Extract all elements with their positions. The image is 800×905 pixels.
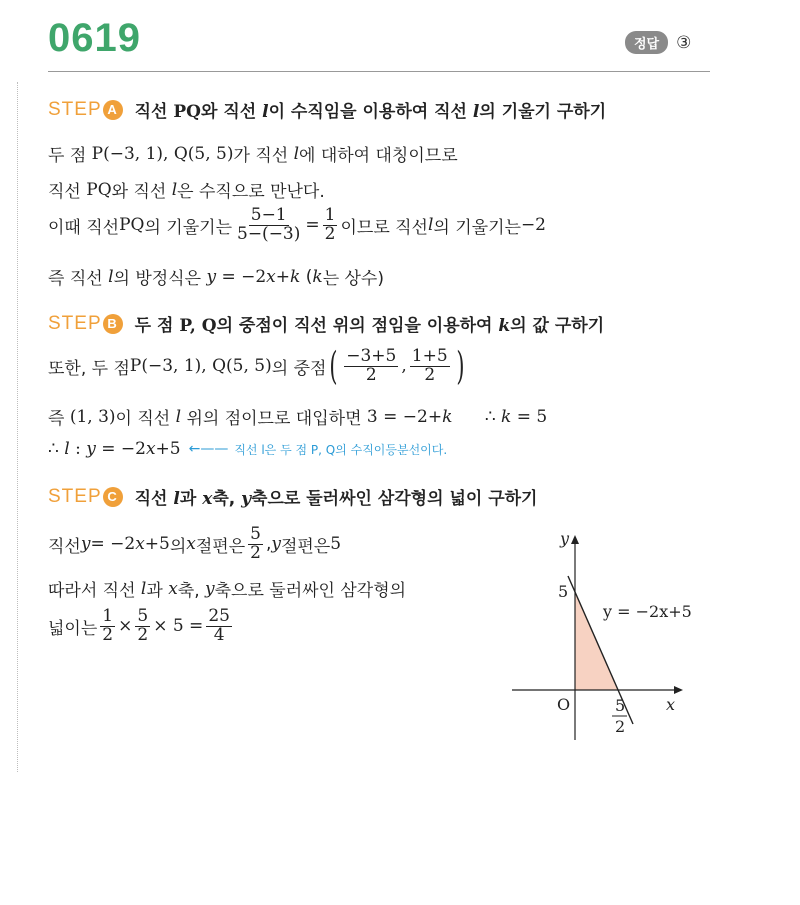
step-c-tag: STEP C	[48, 486, 135, 508]
text-segment: 즉	[48, 409, 70, 429]
text-segment: 위의 점이므로 대입하면	[181, 409, 367, 429]
text-segment: x	[266, 266, 276, 287]
text-segment: x	[202, 489, 213, 509]
text-segment: y	[205, 578, 215, 599]
bisector-note: ←—— 직선 l은 두 점 P, Q의 수직이등분선이다.	[188, 441, 448, 457]
text-segment: 가 직선	[233, 146, 294, 166]
line-equation-label: y = −2x+5	[603, 602, 692, 621]
text-segment: 따라서 직선	[48, 581, 141, 601]
step-a-badge: A	[103, 100, 123, 120]
step-b-title	[135, 311, 605, 336]
text-segment: y	[86, 439, 96, 459]
text-segment: 즉 직선	[48, 269, 109, 289]
text-segment: PQ	[86, 179, 112, 200]
text-segment: 축,	[177, 581, 206, 601]
step-b-line-1: 또한, 두 점 P(−3, 1), Q(5, 5) 의 중점 ( $\frac{-3+5}{2}$ , $\frac{1+5}{2}$ )	[48, 344, 465, 388]
text-segment: 와 직선	[200, 102, 263, 122]
text-segment: l	[293, 143, 300, 164]
step-c-line-2	[48, 576, 406, 601]
step-c-line-3: 넓이는 $\frac{1}{2}$ × $\frac{5}{2}$ × 5 = $\frac{25}{4}$	[48, 606, 230, 645]
x-axis-label: x	[666, 695, 676, 714]
area-result-fraction: $\frac{25}{4}$	[208, 606, 230, 645]
step-c-badge: C	[103, 487, 123, 507]
text-segment: ∴	[452, 406, 502, 427]
midpoint-x-fraction: $\frac{-3+5}{2}$	[346, 345, 397, 385]
text-segment: l	[262, 102, 269, 122]
text-segment: 과	[179, 489, 203, 509]
text-segment: = −2	[95, 439, 146, 459]
text-segment: = −2	[216, 266, 267, 287]
answer-value: ③	[676, 32, 692, 53]
y-axis-arrow-icon	[571, 535, 579, 544]
text-segment: (1, 3)	[69, 406, 116, 427]
area-half-fraction: $\frac{1}{2}$	[102, 606, 114, 645]
answer-label: 정답	[625, 31, 668, 54]
text-segment: l	[140, 578, 147, 599]
text-segment: 과	[146, 581, 169, 601]
text-segment: l	[108, 266, 114, 287]
text-segment: y	[241, 489, 252, 509]
slope-fraction: $\frac{5-1}{5-(-3)}$	[237, 205, 301, 244]
y-intercept-label: 5	[558, 582, 569, 601]
triangle-graph	[500, 520, 710, 750]
text-segment: y	[206, 266, 217, 287]
text-segment: 축으로 둘러싸인 삼각형의 넓이 구하기	[251, 489, 538, 509]
text-segment: 와 직선	[111, 182, 172, 202]
x-intercept-fraction: $\frac{5}{2}$	[250, 524, 261, 563]
step-a-heading	[48, 97, 606, 122]
text-segment: +5	[155, 439, 181, 459]
text-segment: 두 점	[48, 146, 92, 166]
text-segment: P, Q	[179, 316, 217, 336]
step-c-title	[135, 484, 538, 509]
text-segment: 3 = −2+	[366, 406, 443, 427]
text-segment: 직선	[134, 489, 174, 509]
text-segment: k	[498, 316, 511, 336]
note-arrow-icon: ←——	[188, 441, 229, 457]
step-a-line-3: 이때 직선 PQ 의 기울기는 $\frac{5-1}{5-(-3)}$ = $\frac{1}{2}$ 이므로 직선 l 의 기울기는 −2	[48, 205, 546, 244]
text-segment: x	[168, 578, 178, 599]
text-segment: 이 수직임을 이용하여 직선	[268, 102, 473, 122]
problem-number: 0619	[48, 16, 141, 60]
graph-svg	[500, 520, 710, 750]
text-segment: k	[442, 406, 453, 427]
text-segment: 는 상수)	[322, 269, 384, 289]
text-segment: l	[64, 439, 70, 459]
text-segment: 두 점	[134, 316, 180, 336]
x-intercept-den: 2	[615, 717, 626, 736]
text-segment: k	[312, 266, 323, 287]
text-segment: 직선	[134, 102, 174, 122]
text-segment: 은 수직으로 만난다.	[177, 182, 325, 202]
text-segment: 에 대하여 대칭이므로	[299, 146, 458, 166]
header-rule	[48, 71, 710, 72]
text-segment: 의 값 구하기	[510, 316, 605, 336]
step-b-heading	[48, 311, 604, 336]
step-b-line-2	[48, 404, 547, 429]
text-segment: :	[69, 439, 87, 459]
text-segment: 직선	[48, 182, 87, 202]
text-segment: l	[171, 179, 178, 200]
text-segment: (	[300, 266, 313, 287]
text-segment: x	[145, 439, 156, 459]
text-segment: k	[501, 406, 512, 427]
step-b-badge: B	[103, 314, 123, 334]
step-c-line-1: 직선 y = −2 x +5 의 x 절편은 $\frac{5}{2}$ , y 절편은 5	[48, 524, 342, 563]
midpoint-y-fraction: $\frac{1+5}{2}$	[411, 345, 448, 385]
text-segment: 축,	[212, 489, 242, 509]
x-intercept-num: 5	[615, 696, 626, 715]
text-segment: +	[275, 266, 291, 287]
step-a-line-4	[48, 264, 384, 289]
text-segment: l	[472, 102, 480, 122]
page-margin-line	[17, 82, 18, 772]
text-segment: 의 중점이 직선 위의 점임을 이용하여	[216, 316, 499, 336]
step-a-tag: STEP A	[48, 99, 135, 121]
step-a-title	[135, 97, 607, 122]
origin-label: O	[557, 695, 571, 714]
step-a-line-1	[48, 141, 458, 166]
text-segment: ∴	[48, 439, 65, 459]
step-a-line-2	[48, 177, 325, 202]
area-base-fraction: $\frac{5}{2}$	[137, 606, 149, 645]
step-b-tag: STEP B	[48, 313, 135, 335]
text-segment: 축으로 둘러싸인 삼각형의	[214, 581, 407, 601]
text-segment: 의 방정식은	[113, 269, 207, 289]
text-segment: k	[290, 266, 301, 287]
text-segment: 이 직선	[115, 409, 176, 429]
step-b-line-3	[48, 439, 447, 459]
step-c-heading	[48, 484, 537, 509]
text-segment: = 5	[511, 406, 548, 427]
y-axis-label: y	[560, 529, 570, 548]
text-segment: 의 기울기 구하기	[479, 102, 607, 122]
x-axis-arrow-icon	[674, 686, 683, 694]
text-segment: PQ	[173, 102, 201, 122]
text-segment: l	[173, 489, 180, 509]
slope-result-fraction: $\frac{1}{2}$	[324, 205, 336, 244]
answer-box	[625, 31, 691, 54]
text-segment: P(−3, 1), Q(5, 5)	[91, 143, 234, 164]
text-segment: l	[175, 406, 182, 427]
